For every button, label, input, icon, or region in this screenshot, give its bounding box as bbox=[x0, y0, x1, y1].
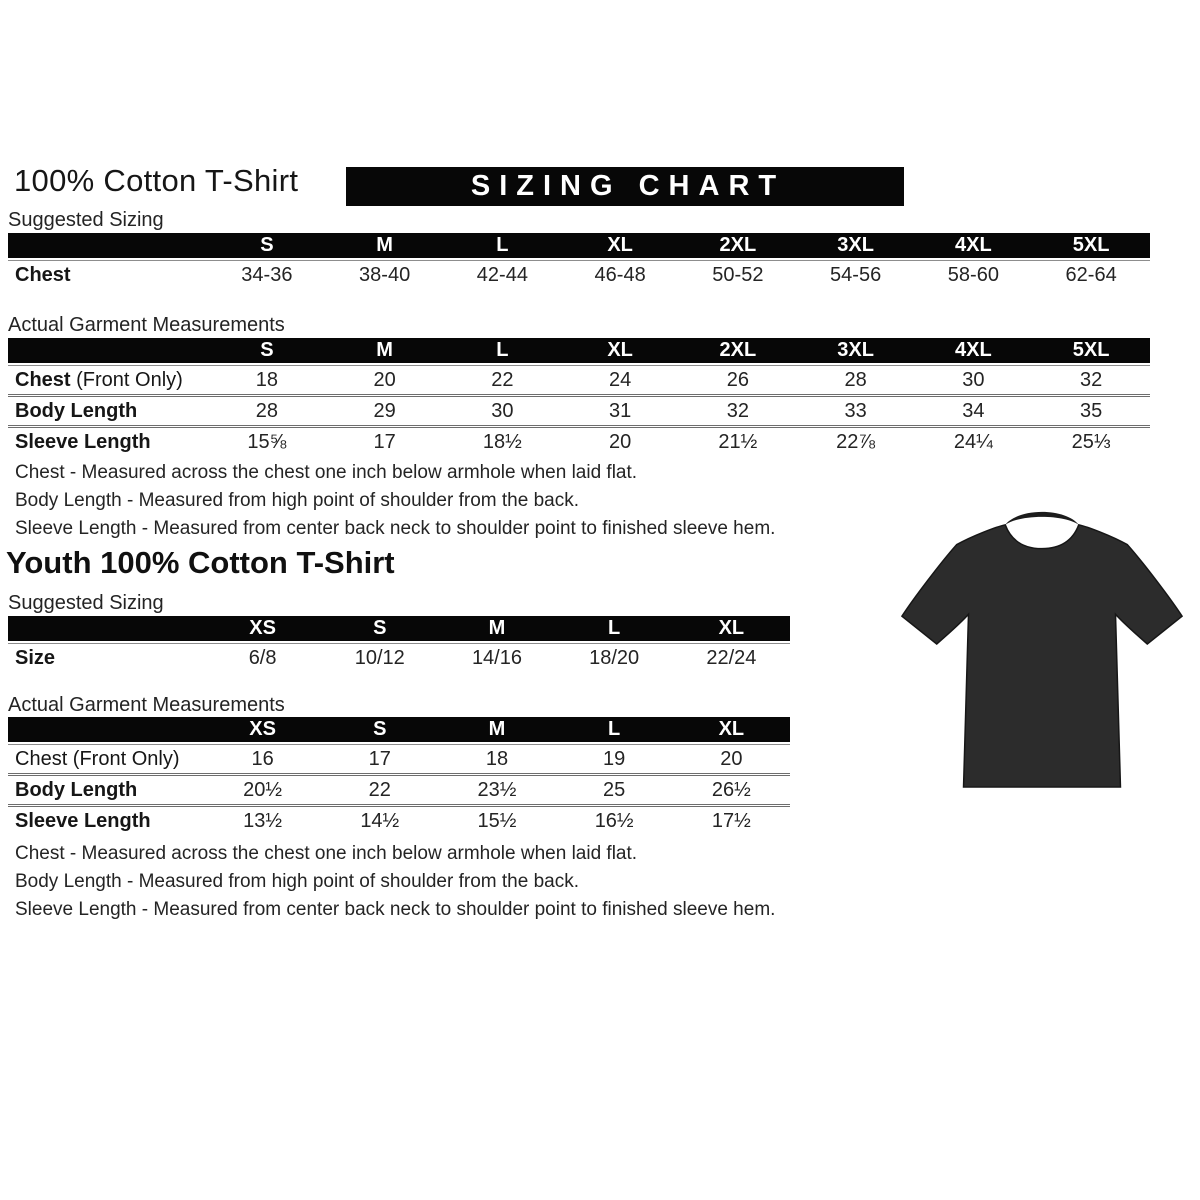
note-sleeve-length: Sleeve Length - Measured from center back neck to shoulder point to finished sleeve hem. bbox=[15, 899, 776, 920]
youth-measurement-notes bbox=[15, 840, 775, 924]
page-title: 100% Cotton T-Shirt bbox=[14, 163, 299, 198]
adult-suggested-sizing-table bbox=[8, 233, 1150, 289]
measurement-cell: 22 bbox=[321, 773, 438, 804]
measurement-cell: 25 bbox=[556, 773, 673, 804]
measurement-cell: 15½ bbox=[438, 804, 555, 835]
table-row bbox=[8, 425, 1150, 456]
measurement-cell: 50-52 bbox=[679, 260, 797, 289]
measurement-cell: 38-40 bbox=[326, 260, 444, 289]
measurement-cell: 20½ bbox=[204, 773, 321, 804]
measurement-cell: 46-48 bbox=[561, 260, 679, 289]
size-column-header: M bbox=[326, 338, 444, 365]
measurement-cell: 31 bbox=[561, 394, 679, 425]
measurement-cell: 54-56 bbox=[797, 260, 915, 289]
size-column-header: S bbox=[321, 616, 438, 643]
measurement-cell: 22/24 bbox=[673, 643, 790, 672]
measurement-cell: 23½ bbox=[438, 773, 555, 804]
note-sleeve-length: Sleeve Length - Measured from center back neck to shoulder point to finished sleeve hem. bbox=[15, 518, 776, 539]
measurement-cell: 6/8 bbox=[204, 643, 321, 672]
measurement-cell: 20 bbox=[326, 365, 444, 394]
tshirt-silhouette bbox=[893, 488, 1191, 806]
measurement-cell: 62-64 bbox=[1032, 260, 1150, 289]
table-corner-cell bbox=[8, 233, 208, 260]
measurement-cell: 26 bbox=[679, 365, 797, 394]
measurement-cell: 24¼ bbox=[915, 425, 1033, 456]
table-row bbox=[8, 744, 790, 773]
adult-measurement-notes bbox=[15, 459, 775, 543]
table-row bbox=[8, 804, 790, 835]
measurement-cell: 30 bbox=[915, 365, 1033, 394]
row-label: Size bbox=[8, 643, 204, 672]
table-row bbox=[8, 643, 790, 672]
measurement-cell: 16 bbox=[204, 744, 321, 773]
size-column-header: S bbox=[208, 233, 326, 260]
row-label: Body Length bbox=[8, 773, 204, 804]
measurement-cell: 33 bbox=[797, 394, 915, 425]
measurement-cell: 58-60 bbox=[915, 260, 1033, 289]
size-column-header: S bbox=[321, 717, 438, 744]
size-column-header: L bbox=[556, 616, 673, 643]
measurement-cell: 22 bbox=[444, 365, 562, 394]
measurement-cell: 28 bbox=[797, 365, 915, 394]
measurement-cell: 29 bbox=[326, 394, 444, 425]
size-column-header: S bbox=[208, 338, 326, 365]
measurement-cell: 18½ bbox=[444, 425, 562, 456]
measurement-cell: 14½ bbox=[321, 804, 438, 835]
size-column-header: M bbox=[438, 717, 555, 744]
measurement-cell: 22⅞ bbox=[797, 425, 915, 456]
size-column-header: 2XL bbox=[679, 338, 797, 365]
measurement-cell: 32 bbox=[679, 394, 797, 425]
size-column-header: M bbox=[438, 616, 555, 643]
measurement-cell: 20 bbox=[561, 425, 679, 456]
size-column-header: 4XL bbox=[915, 338, 1033, 365]
measurement-cell: 20 bbox=[673, 744, 790, 773]
measurement-cell: 16½ bbox=[556, 804, 673, 835]
measurement-cell: 26½ bbox=[673, 773, 790, 804]
youth-suggested-sizing-table bbox=[8, 616, 790, 672]
row-label: Sleeve Length bbox=[8, 804, 204, 835]
sizing-chart-banner: SIZING CHART bbox=[346, 167, 904, 206]
measurement-cell: 15⅝ bbox=[208, 425, 326, 456]
size-column-header: XS bbox=[204, 717, 321, 744]
row-label: Chest (Front Only) bbox=[8, 744, 204, 773]
note-chest: Chest - Measured across the chest one inch below armhole when laid flat. bbox=[15, 843, 638, 864]
size-column-header: 4XL bbox=[915, 233, 1033, 260]
tshirt-body-shape bbox=[902, 525, 1182, 787]
measurement-cell: 19 bbox=[556, 744, 673, 773]
measurement-cell: 17 bbox=[321, 744, 438, 773]
measurement-cell: 18 bbox=[438, 744, 555, 773]
measurement-cell: 18 bbox=[208, 365, 326, 394]
row-label: Chest bbox=[8, 260, 208, 289]
size-column-header: 5XL bbox=[1032, 233, 1150, 260]
measurement-cell: 34 bbox=[915, 394, 1033, 425]
section-label-youth-actual: Actual Garment Measurements bbox=[8, 694, 285, 716]
measurement-cell: 28 bbox=[208, 394, 326, 425]
section-label-adult-actual: Actual Garment Measurements bbox=[8, 314, 285, 336]
adult-actual-measurements-table bbox=[8, 338, 1150, 456]
measurement-cell: 17½ bbox=[673, 804, 790, 835]
section-label-adult-suggested: Suggested Sizing bbox=[8, 209, 164, 231]
size-column-header: L bbox=[444, 338, 562, 365]
note-chest: Chest - Measured across the chest one inch below armhole when laid flat. bbox=[15, 462, 638, 483]
table-corner-cell bbox=[8, 338, 208, 365]
size-column-header: 5XL bbox=[1032, 338, 1150, 365]
youth-page-title: Youth 100% Cotton T-Shirt bbox=[6, 545, 395, 580]
measurement-cell: 30 bbox=[444, 394, 562, 425]
measurement-cell: 17 bbox=[326, 425, 444, 456]
measurement-cell: 34-36 bbox=[208, 260, 326, 289]
size-column-header: XL bbox=[561, 233, 679, 260]
size-column-header: XL bbox=[561, 338, 679, 365]
table-corner-cell bbox=[8, 717, 204, 744]
black-tshirt-image bbox=[893, 488, 1191, 806]
measurement-cell: 14/16 bbox=[438, 643, 555, 672]
row-label: Chest (Front Only) bbox=[8, 365, 208, 394]
table-corner-cell bbox=[8, 616, 204, 643]
measurement-cell: 18/20 bbox=[556, 643, 673, 672]
size-column-header: L bbox=[556, 717, 673, 744]
size-column-header: 2XL bbox=[679, 233, 797, 260]
measurement-cell: 42-44 bbox=[444, 260, 562, 289]
table-row bbox=[8, 394, 1150, 425]
youth-actual-measurements-table bbox=[8, 717, 790, 835]
table-row bbox=[8, 773, 790, 804]
size-column-header: 3XL bbox=[797, 338, 915, 365]
table-row bbox=[8, 365, 1150, 394]
measurement-cell: 13½ bbox=[204, 804, 321, 835]
table-row bbox=[8, 260, 1150, 289]
measurement-cell: 24 bbox=[561, 365, 679, 394]
measurement-cell: 25⅓ bbox=[1032, 425, 1150, 456]
tshirt-collar-shape bbox=[1005, 512, 1079, 525]
size-column-header: XL bbox=[673, 717, 790, 744]
size-column-header: XL bbox=[673, 616, 790, 643]
note-body-length: Body Length - Measured from high point of shoulder from the back. bbox=[15, 490, 579, 511]
size-column-header: 3XL bbox=[797, 233, 915, 260]
row-label: Body Length bbox=[8, 394, 208, 425]
section-label-youth-suggested: Suggested Sizing bbox=[8, 592, 164, 614]
size-column-header: L bbox=[444, 233, 562, 260]
measurement-cell: 10/12 bbox=[321, 643, 438, 672]
measurement-cell: 35 bbox=[1032, 394, 1150, 425]
measurement-cell: 21½ bbox=[679, 425, 797, 456]
size-column-header: M bbox=[326, 233, 444, 260]
size-column-header: XS bbox=[204, 616, 321, 643]
row-label: Sleeve Length bbox=[8, 425, 208, 456]
measurement-cell: 32 bbox=[1032, 365, 1150, 394]
note-body-length: Body Length - Measured from high point of shoulder from the back. bbox=[15, 871, 579, 892]
